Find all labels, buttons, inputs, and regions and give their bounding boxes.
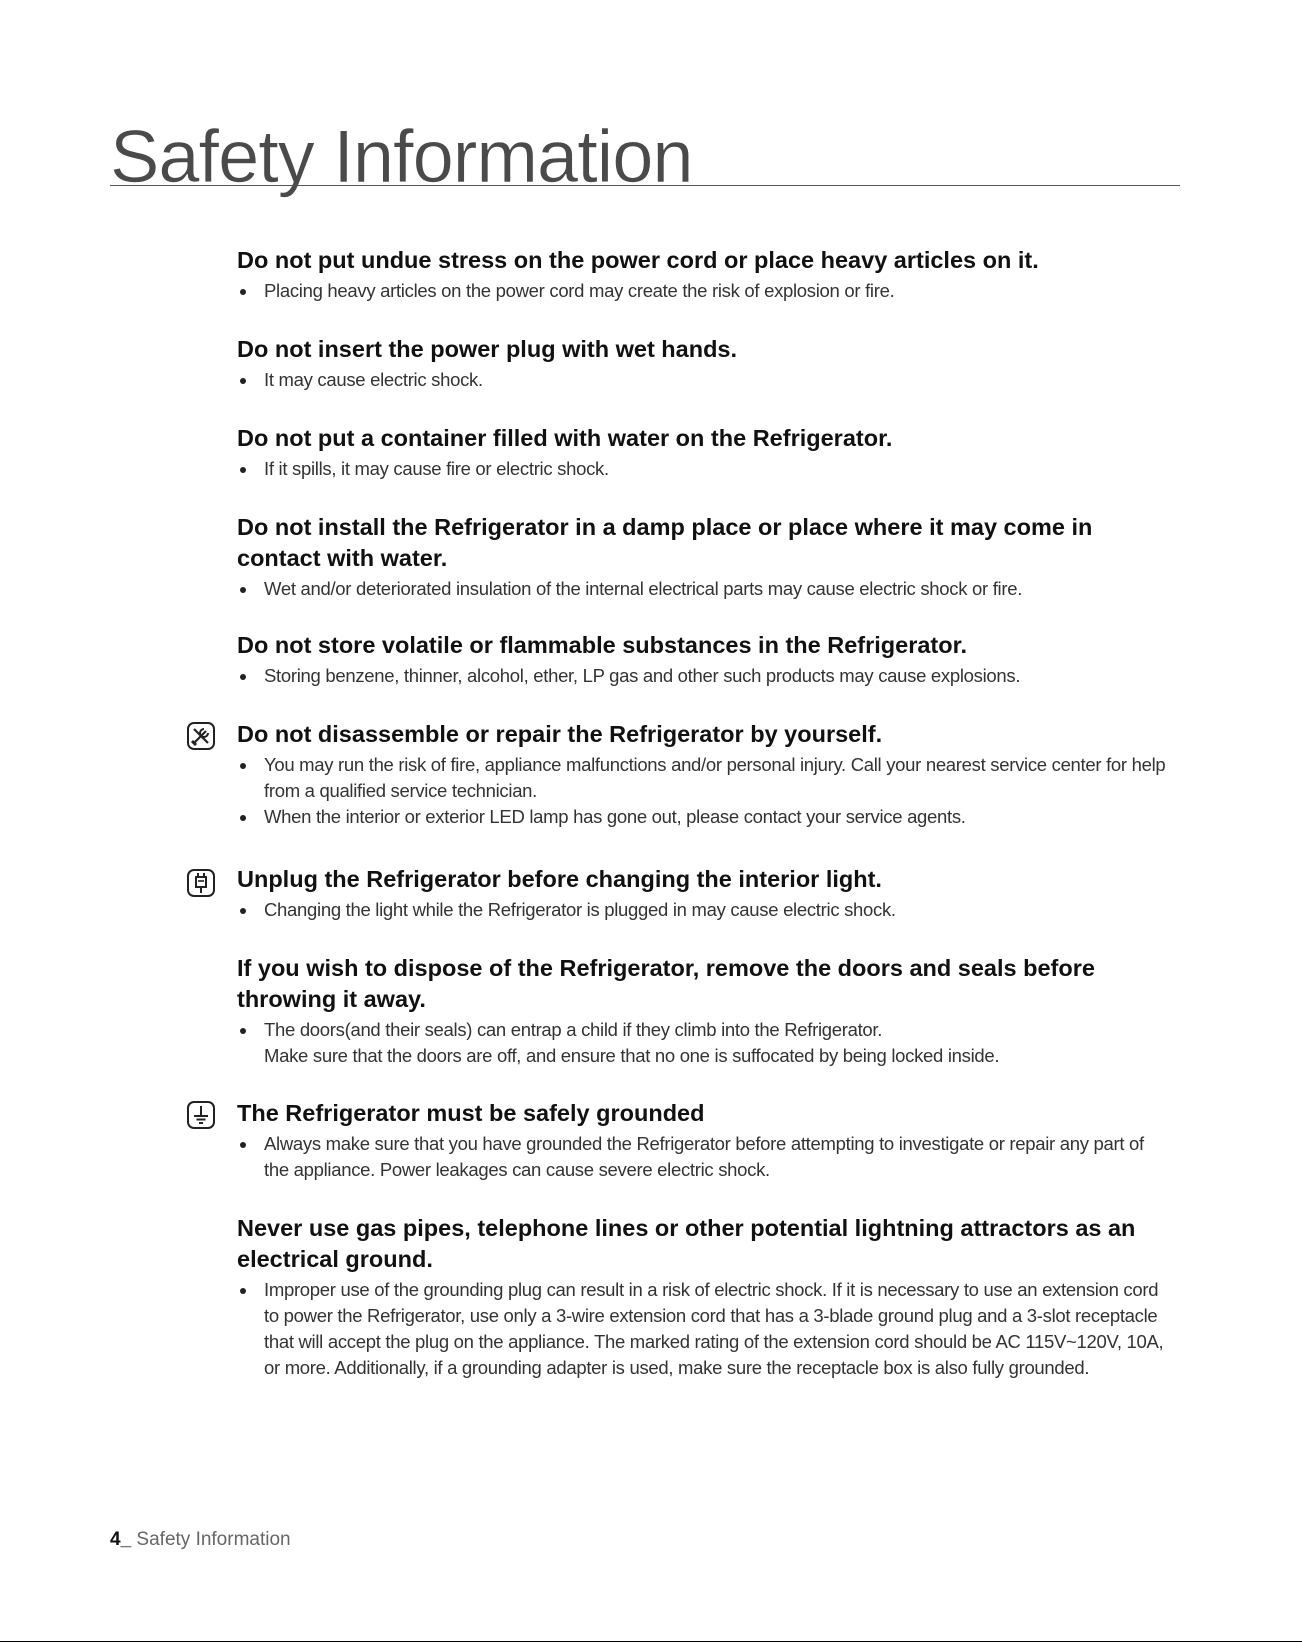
no-disassembly-icon (186, 721, 216, 751)
safety-section-damp-place (237, 512, 1172, 602)
safety-section-water-container (237, 423, 1172, 482)
section-heading: If you wish to dispose of the Refrigerator, remove the doors and seals before throwing it away. (237, 955, 1095, 1012)
bullet-line: The doors(and their seals) can entrap a child if they climb into the Refrigerator. (264, 1019, 883, 1040)
page-footer (110, 1529, 291, 1551)
safety-section-grounded (237, 1098, 1172, 1183)
bottom-divider (0, 1641, 1302, 1642)
bullet-item: You may run the risk of fire, appliance malfunctions and/or personal injury. Call your nearest service center for help from a qualified service technician. (237, 752, 1172, 804)
section-heading: Do not disassemble or repair the Refrigerator by yourself. (237, 721, 883, 747)
section-heading: Unplug the Refrigerator before changing the interior light. (237, 866, 882, 892)
unplug-icon (186, 868, 216, 898)
page-title: Safety Information (110, 115, 693, 198)
bullet-item: Changing the light while the Refrigerator is plugged in may cause electric shock. (237, 897, 1172, 923)
ground-icon (186, 1100, 216, 1130)
bullet-item (237, 1017, 1172, 1069)
bullet-item: Always make sure that you have grounded the Refrigerator before attempting to investigate or repair any part of the appliance. Power leakages can cause severe electric shock. (237, 1131, 1172, 1183)
bullet-item: If it spills, it may cause fire or electric shock. (237, 456, 1172, 482)
safety-section-flammable (237, 630, 1172, 689)
safety-section-unplug-light (237, 864, 1172, 923)
section-heading: Do not put a container filled with water on the Refrigerator. (237, 425, 893, 451)
section-heading: Do not put undue stress on the power cord or place heavy articles on it. (237, 247, 1039, 273)
safety-section-lightning-attractors (237, 1213, 1172, 1381)
bullet-item: Wet and/or deteriorated insulation of the internal electrical parts may cause electric shock or fire. (237, 576, 1172, 602)
safety-section-power-cord-stress (237, 245, 1172, 304)
section-heading: The Refrigerator must be safely grounded (237, 1100, 705, 1126)
page-number: 4_ (110, 1529, 132, 1550)
safety-section-dispose (237, 953, 1172, 1069)
safety-section-wet-hands (237, 334, 1172, 393)
bullet-line: Make sure that the doors are off, and ensure that no one is suffocated by being locked inside. (264, 1045, 1000, 1066)
bullet-item: Placing heavy articles on the power cord may create the risk of explosion or fire. (237, 278, 1172, 304)
section-heading: Do not install the Refrigerator in a damp place or place where it may come in contact with water. (237, 514, 1093, 571)
bullet-item: When the interior or exterior LED lamp has gone out, please contact your service agents. (237, 804, 1172, 830)
safety-section-disassemble (237, 719, 1172, 830)
bullet-item: Storing benzene, thinner, alcohol, ether, LP gas and other such products may cause explosions. (237, 663, 1172, 689)
footer-label: Safety Information (131, 1529, 291, 1550)
bullet-item: It may cause electric shock. (237, 367, 1172, 393)
title-divider (110, 185, 1180, 186)
bullet-item: Improper use of the grounding plug can result in a risk of electric shock. If it is necessary to use an extension cord to power the Refrigerator, use only a 3-wire extension cord that has a 3-blade ground plug and a 3-slot receptacle that will accept the plug on the appliance. The marked rating of the extension cord should be AC 115V~120V, 10A, or more. Additionally, if a grounding adapter is used, make sure the receptacle box is also fully grounded. (237, 1277, 1172, 1381)
section-heading: Never use gas pipes, telephone lines or other potential lightning attractors as an electrical ground. (237, 1215, 1136, 1272)
section-heading: Do not insert the power plug with wet hands. (237, 336, 738, 362)
section-heading: Do not store volatile or flammable substances in the Refrigerator. (237, 632, 967, 658)
